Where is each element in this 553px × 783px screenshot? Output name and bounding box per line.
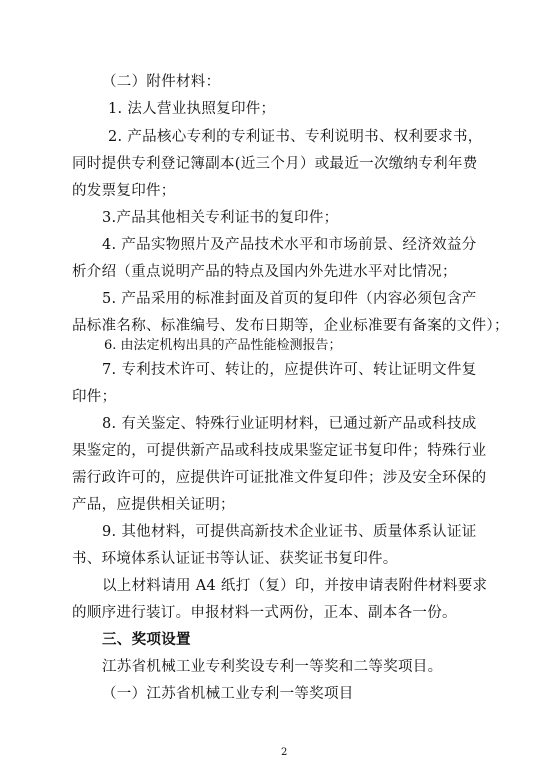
item-9-text-line-2: 书、环境体系认证证书等认证、获奖证书复印件。 <box>72 551 398 567</box>
item-3-text: 3.产品其他相关专利证书的复印件； <box>102 210 339 226</box>
first-prize-subheading: （一）江苏省机械工业专利一等奖项目 <box>102 686 354 702</box>
page-number: 2 <box>281 747 288 758</box>
item-8-text-line-3: 需行政许可的，应提供许可证批准文件复印件；涉及安全环保的 <box>72 470 487 486</box>
item-1-text: 1. 法人营业执照复印件； <box>108 101 276 117</box>
item-2-text-line-3: 的发票复印件； <box>72 183 176 199</box>
item-4-text-line-1: 4. 产品实物照片及产品技术水平和市场前景、经济效益分 <box>102 237 477 253</box>
section-heading-award-setup: 三、奖项设置 <box>102 631 191 648</box>
item-8-text-line-1: 8. 有关鉴定、特殊行业证明材料，已通过新产品或科技成 <box>102 416 477 432</box>
item-4-text-line-2: 析介绍（重点说明产品的特点及国内外先进水平对比情况； <box>72 264 457 280</box>
printing-note-line-1: 以上材料请用 A4 纸打（复）印，并按申请表附件材料要求 <box>102 578 488 594</box>
award-setup-description: 江苏省机械工业专利奖设专利一等奖和二等奖项目。 <box>102 659 443 675</box>
item-2-text-line-2: 同时提供专利登记簿副本(近三个月）或最近一次缴纳专利年费 <box>72 156 478 172</box>
item-5-text-line-1: 5. 产品采用的标准封面及首页的复印件（内容必须包含产 <box>102 291 477 307</box>
item-7-text-line-2: 印件； <box>72 389 117 405</box>
item-5-text-line-2: 品标准名称、标准编号、发布日期等，企业标准要有备案的文件）； <box>72 318 509 334</box>
item-7-text-line-1: 7. 专利技术许可、转让的，应提供许可、转让证明文件复 <box>102 362 477 378</box>
item-2-text-line-1: 2. 产品核心专利的专利证书、专利说明书、权利要求书， <box>108 129 483 145</box>
item-8-text-line-4: 产品，应提供相关证明； <box>72 497 235 513</box>
section-subheading-attachments: （二）附件材料： <box>102 74 221 90</box>
item-9-text-line-1: 9. 其他材料，可提供高新技术企业证书、质量体系认证证 <box>102 524 477 540</box>
item-6-text: 6. 由法定机构出具的产品性能检测报告； <box>104 338 342 353</box>
printing-note-line-2: 的顺序进行装订。申报材料一式两份，正本、副本各一份。 <box>72 605 457 621</box>
item-8-text-line-2: 果鉴定的，可提供新产品或科技成果鉴定证书复印件；特殊行业 <box>72 443 487 459</box>
